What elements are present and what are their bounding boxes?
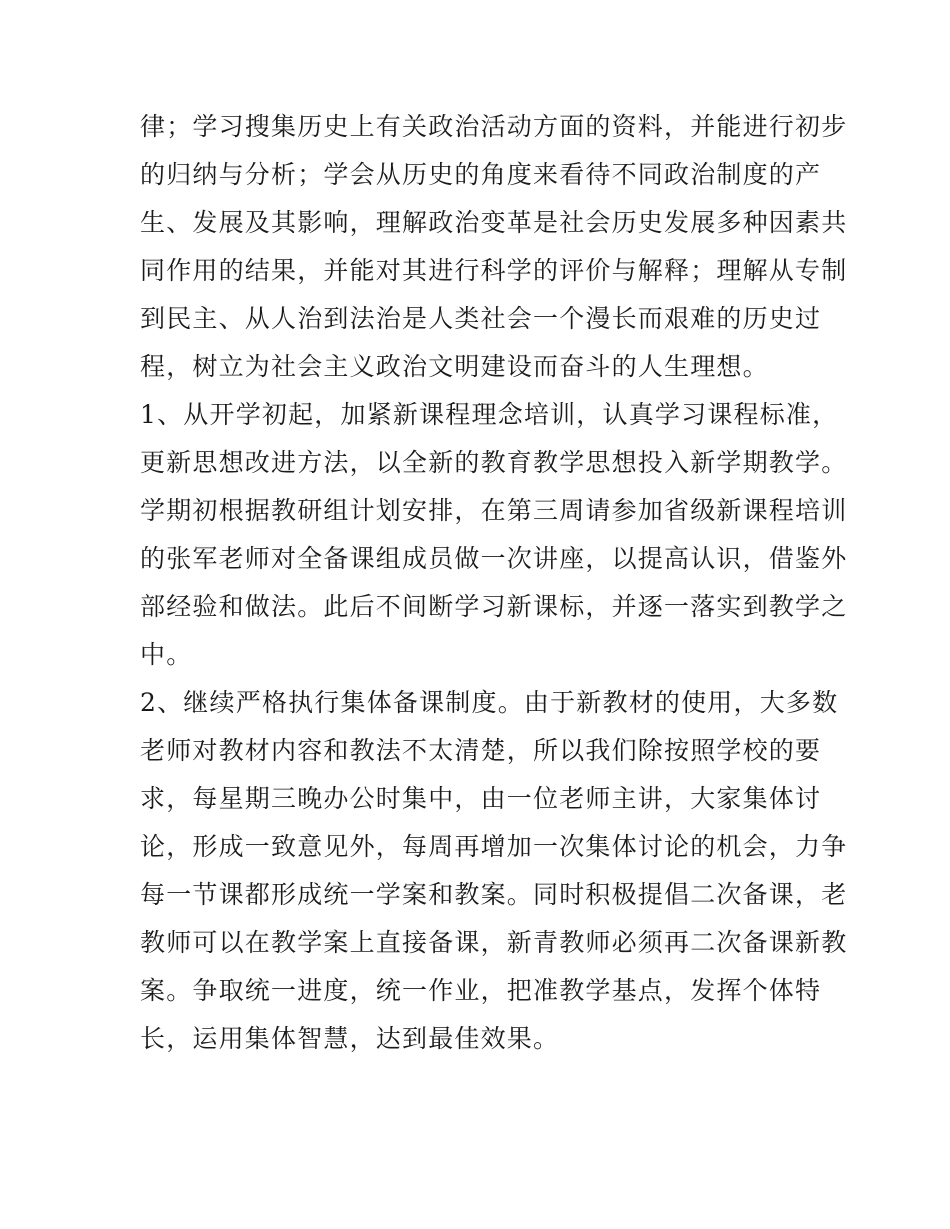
text-line: 中。 <box>140 640 193 669</box>
text-line: 论，形成一致意见外，每周再增加一次集体讨论的机会，力争 <box>140 832 848 861</box>
text-line: 同作用的结果，并能对其进行科学的评价与解释；理解从专制 <box>140 256 848 285</box>
text-line: 程，树立为社会主义政治文明建设而奋斗的人生理想。 <box>140 352 769 381</box>
text-line: 到民主、从人治到法治是人类社会一个漫长而艰难的历史过 <box>140 304 822 333</box>
text-line: 的张军老师对全备课组成员做一次讲座，以提高认识，借鉴外 <box>140 544 848 573</box>
text-line: 老师对教材内容和教法不太清楚，所以我们除按照学校的要 <box>140 736 822 765</box>
text-line: 长，运用集体智慧，达到最佳效果。 <box>140 1024 560 1053</box>
text-line: 更新思想改进方法，以全新的教育教学思想投入新学期教学。 <box>140 448 848 477</box>
text-line: 案。争取统一进度，统一作业，把准教学基点，发挥个体特 <box>140 976 822 1005</box>
text-line: 的归纳与分析；学会从历史的角度来看待不同政治制度的产 <box>140 160 822 189</box>
document-page <box>140 103 848 1063</box>
text-line: 求，每星期三晚办公时集中，由一位老师主讲，大家集体讨 <box>140 784 822 813</box>
text-line: 生、发展及其影响，理解政治变革是社会历史发展多种因素共 <box>140 208 848 237</box>
text-line: 部经验和做法。此后不间断学习新课标，并逐一落实到教学之 <box>140 592 848 621</box>
text-line: 1、从开学初起，加紧新课程理念培训，认真学习课程标准， <box>140 400 839 429</box>
text-line: 教师可以在教学案上直接备课，新青教师必须再二次备课新教 <box>140 928 848 957</box>
text-line: 每一节课都形成统一学案和教案。同时积极提倡二次备课，老 <box>140 880 848 909</box>
text-line: 律；学习搜集历史上有关政治活动方面的资料，并能进行初步 <box>140 112 848 141</box>
text-line: 学期初根据教研组计划安排，在第三周请参加省级新课程培训 <box>140 496 848 525</box>
text-line: 2、继续严格执行集体备课制度。由于新教材的使用，大多数 <box>140 688 839 717</box>
